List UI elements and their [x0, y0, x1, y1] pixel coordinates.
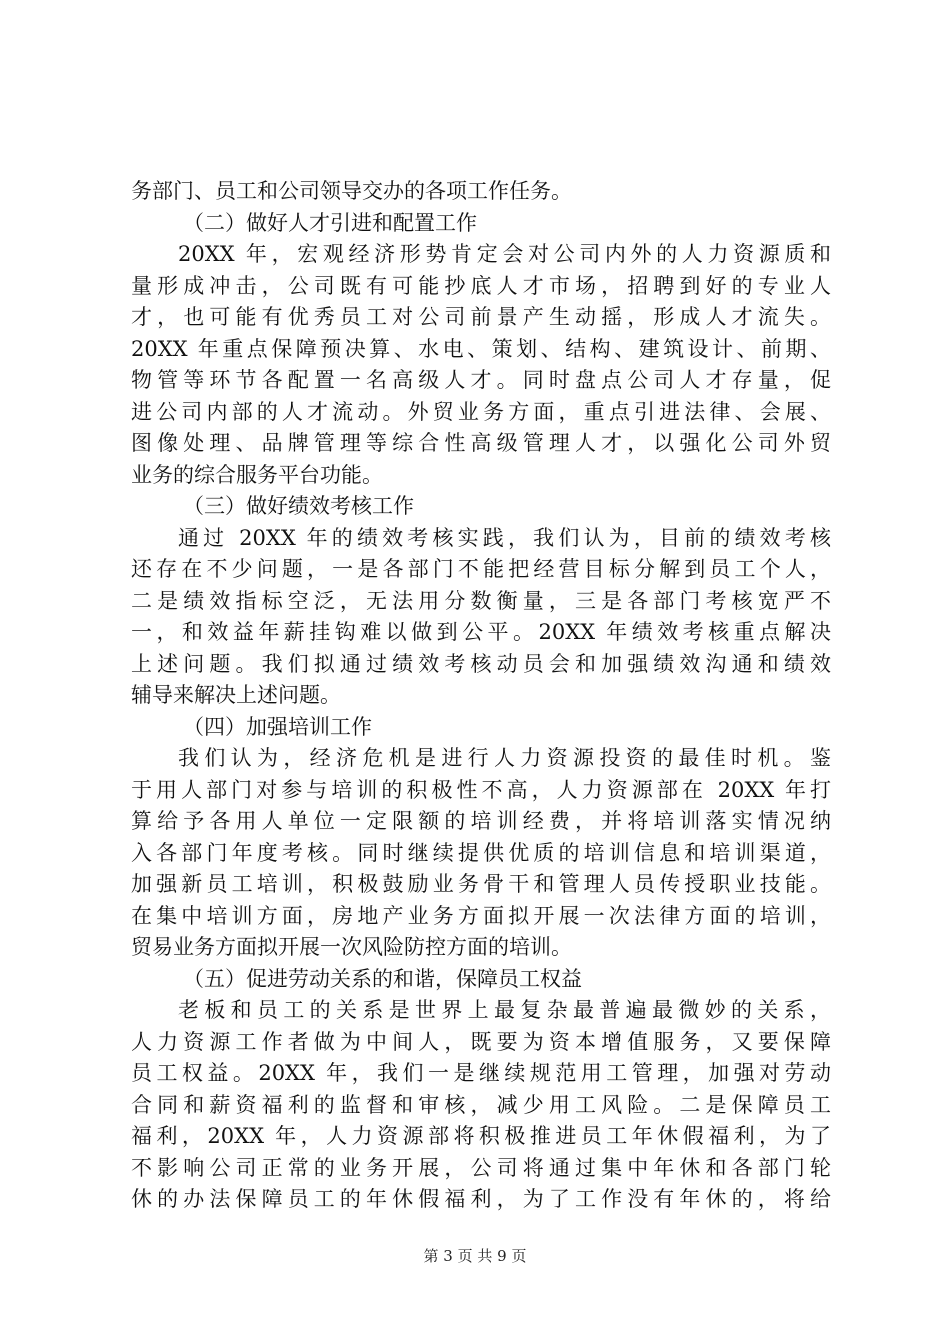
text-line: 算给予各用人单位一定限额的培训经费，并将培训落实情况纳 [131, 809, 831, 833]
text-line: 还存在不少问题，一是各部门不能把经营目标分解到员工个人， [131, 557, 831, 581]
text-line: 图像处理、品牌管理等综合性高级管理人才，以强化公司外贸 [131, 431, 831, 455]
text-line: 入各部门年度考核。同时继续提供优质的培训信息和培训渠道， [131, 840, 831, 865]
paragraph-first-line: 通过 20XX 年的绩效考核实践，我们认为，目前的绩效考核 [178, 525, 831, 550]
text-line: 上述问题。我们拟通过绩效考核动员会和加强绩效沟通和绩效 [131, 651, 831, 676]
text-line: 二是绩效指标空泛，无法用分数衡量，三是各部门考核宽严不 [131, 588, 831, 613]
text-line: 务部门、员工和公司领导交办的各项工作任务。 [131, 179, 572, 203]
text-line: 在集中培训方面，房地产业务方面拟开展一次法律方面的培训， [131, 903, 831, 928]
text-line: 不影响公司正常的业务开展，公司将通过集中年休和各部门轮 [131, 1155, 831, 1180]
text-line: 业务的综合服务平台功能。 [131, 462, 383, 487]
text-line: 20XX 年重点保障预决算、水电、策划、结构、建筑设计、前期、 [131, 336, 831, 361]
text-line: 休的办法保障员工的年休假福利，为了工作没有年休的，将给 [131, 1187, 831, 1211]
text-line: 贸易业务方面拟开展一次风险防控方面的培训。 [131, 935, 572, 959]
section-heading: （五）促进劳动关系的和谐，保障员工权益 [183, 966, 582, 991]
text-line: 人力资源工作者做为中间人，既要为资本增值服务，又要保障 [131, 1029, 831, 1054]
text-line: 辅导来解决上述问题。 [131, 683, 341, 707]
text-line: 福利，20XX 年，人力资源部将积极推进员工年休假福利，为了 [131, 1124, 831, 1148]
paragraph-first-line: 20XX 年，宏观经济形势肯定会对公司内外的人力资源质和 [178, 242, 831, 266]
text-line: 于用人部门对参与培训的积极性不高，人力资源部在 20XX 年打 [131, 777, 831, 802]
text-line: 量形成冲击，公司既有可能抄底人才市场，招聘到好的专业人 [131, 273, 831, 298]
section-heading: （四）加强培训工作 [183, 714, 372, 739]
text-line: 合同和薪资福利的监督和审核，减少用工风险。二是保障员工 [131, 1092, 831, 1117]
text-line: 物管等环节各配置一名高级人才。同时盘点公司人才存量，促 [131, 368, 831, 392]
text-line: 一，和效益年薪挂钩难以做到公平。20XX 年绩效考核重点解决 [131, 620, 831, 644]
document-body [131, 176, 831, 1216]
text-line: 加强新员工培训，积极鼓励业务骨干和管理人员传授职业技能。 [131, 872, 831, 896]
paragraph-first-line: 老板和员工的关系是世界上最复杂最普遍最微妙的关系， [178, 998, 831, 1022]
page-footer: 第 3 页 共 9 页 [423, 1247, 527, 1265]
text-line: 进公司内部的人才流动。外贸业务方面，重点引进法律、会展、 [131, 399, 831, 424]
section-heading: （二）做好人才引进和配置工作 [183, 210, 477, 235]
section-heading: （三）做好绩效考核工作 [183, 494, 414, 518]
text-line: 才，也可能有优秀员工对公司前景产生动摇，形成人才流失。 [131, 305, 831, 329]
text-line: 员工权益。20XX 年，我们一是继续规范用工管理，加强对劳动 [131, 1061, 831, 1085]
paragraph-first-line: 我们认为，经济危机是进行人力资源投资的最佳时机。鉴 [178, 746, 831, 770]
